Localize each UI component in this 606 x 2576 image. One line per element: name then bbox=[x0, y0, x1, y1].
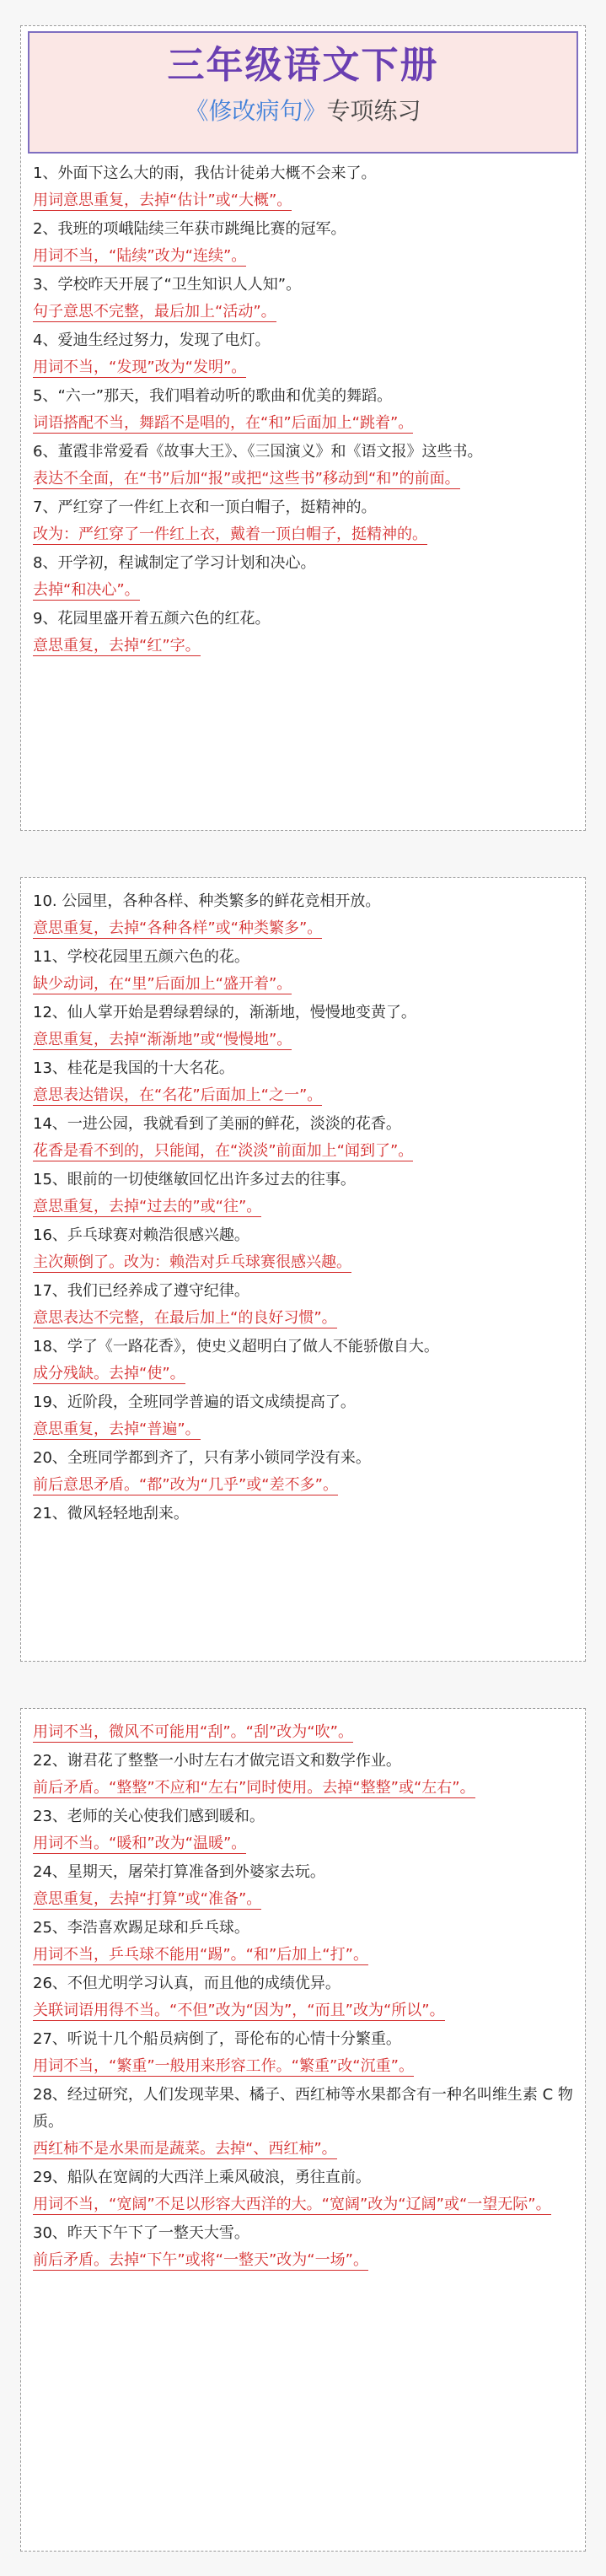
answer-text: 意思重复，去掉“打算”或“准备”。 bbox=[33, 1890, 262, 1908]
question-text: 7、严红穿了一件红上衣和一顶白帽子，挺精神的。 bbox=[33, 498, 377, 516]
question-item bbox=[33, 888, 575, 942]
question-text: 26、不但尤明学习认真，而且他的成绩优异。 bbox=[33, 1975, 341, 1992]
question-text: 13、桂花是我国的十大名花。 bbox=[33, 1059, 234, 1077]
answer-line bbox=[33, 1361, 575, 1388]
answer-text: 用词不当。“暖和”改为“温暖”。 bbox=[33, 1835, 247, 1852]
question-item bbox=[33, 494, 575, 548]
page-subtitle bbox=[29, 90, 577, 132]
answer-text: 意思表达错误，在“名花”后面加上“之一”。 bbox=[33, 1086, 323, 1104]
question-item bbox=[33, 1278, 575, 1332]
question-text: 6、董霞非常爱看《故事大王》、《三国演义》和《语文报》这些书。 bbox=[33, 443, 483, 461]
question-item bbox=[33, 1915, 575, 1969]
question-list bbox=[21, 878, 585, 1555]
question-text: 28、经过研究，人们发现苹果、橘子、西红柿等水果都含有一种名叫维生素 C 物质。 bbox=[33, 2086, 573, 2131]
answer-line bbox=[33, 1138, 575, 1165]
answer-line bbox=[33, 1719, 575, 1746]
question-item bbox=[33, 1389, 575, 1443]
question-text: 15、眼前的一切使继敏回忆出许多过去的往事。 bbox=[33, 1171, 356, 1188]
answer-line bbox=[33, 410, 575, 437]
answer-text: 用词不当，“宽阔”不足以形容大西洋的大。“宽阔”改为“辽阔”或“一望无际”。 bbox=[33, 2196, 551, 2213]
question-text: 30、昨天下午下了一整天大雪。 bbox=[33, 2224, 249, 2242]
answer-line bbox=[33, 2191, 575, 2218]
answer-line bbox=[33, 915, 575, 942]
question-text: 4、爱迪生经过努力，发现了电灯。 bbox=[33, 331, 271, 349]
answer-line bbox=[33, 1472, 575, 1499]
question-text: 8、开学初，程诚制定了学习计划和决心。 bbox=[33, 554, 316, 572]
question-item bbox=[33, 1719, 575, 1746]
answer-line bbox=[33, 633, 575, 660]
question-text: 24、星期天，屠荣打算准备到外婆家去玩。 bbox=[33, 1863, 325, 1881]
answer-text: 花香是看不到的，只能闻，在“淡淡”前面加上“闻到了”。 bbox=[33, 1142, 414, 1160]
answer-text: 用词不当，微风不可能用“刮”。“刮”改为“吹”。 bbox=[33, 1723, 353, 1741]
question-item bbox=[33, 439, 575, 493]
answer-text: 意思重复，去掉“普遍”。 bbox=[33, 1420, 201, 1438]
question-item bbox=[33, 1222, 575, 1276]
worksheet-page-1 bbox=[20, 25, 586, 831]
question-item bbox=[33, 1859, 575, 1913]
subtitle-highlight: 《修改病句》 bbox=[185, 97, 327, 125]
question-text: 23、老师的关心使我们感到暖和。 bbox=[33, 1808, 265, 1825]
answer-text: 成分残缺。去掉“使”。 bbox=[33, 1365, 185, 1382]
question-text: 29、船队在宽阔的大西洋上乘风破浪，勇往直前。 bbox=[33, 2169, 371, 2186]
answer-line bbox=[33, 1416, 575, 1443]
answer-text: 意思重复，去掉“过去的”或“往”。 bbox=[33, 1198, 262, 1215]
answer-text: 用词不当，“陆续”改为“连续”。 bbox=[33, 247, 247, 265]
question-text: 10. 公园里，各种各样、种类繁多的鲜花竞相开放。 bbox=[33, 892, 381, 910]
answer-line bbox=[33, 2136, 575, 2163]
question-text: 11、学校花园里五颜六色的花。 bbox=[33, 948, 249, 966]
answer-text: 去掉“和决心”。 bbox=[33, 581, 140, 599]
answer-text: 意思重复，去掉“渐渐地”或“慢慢地”。 bbox=[33, 1031, 292, 1048]
answer-line bbox=[33, 1886, 575, 1913]
answer-line bbox=[33, 243, 575, 270]
answer-text: 主次颠倒了。改为：赖浩对乒乓球赛很感兴趣。 bbox=[33, 1253, 351, 1271]
answer-text: 用词意思重复，去掉“估计”或“大概”。 bbox=[33, 191, 292, 209]
answer-text: 句子意思不完整，最后加上“活动”。 bbox=[33, 303, 276, 321]
question-item bbox=[33, 606, 575, 660]
subtitle-rest: 专项练习 bbox=[326, 97, 421, 125]
answer-line bbox=[33, 1830, 575, 1857]
answer-text: 用词不当，乒乓球不能用“踢”。“和”后加上“打”。 bbox=[33, 1946, 368, 1964]
answer-text: 用词不当，“发现”改为“发明”。 bbox=[33, 358, 247, 376]
answer-line bbox=[33, 354, 575, 381]
question-list bbox=[21, 157, 585, 660]
question-text: 9、花园里盛开着五颜六色的红花。 bbox=[33, 610, 271, 628]
answer-text: 前后矛盾。去掉“下午”或将“一整天”改为“一场”。 bbox=[33, 2251, 368, 2269]
question-text: 17、我们已经养成了遵守纪律。 bbox=[33, 1282, 249, 1300]
question-text: 27、听说十几个船员病倒了，哥伦布的心情十分繁重。 bbox=[33, 2030, 401, 2048]
answer-line bbox=[33, 577, 575, 604]
worksheet-page-3 bbox=[20, 1708, 586, 2552]
answer-line bbox=[33, 2247, 575, 2274]
answer-text: 用词不当，“繁重”一般用来形容工作。“繁重”改“沉重”。 bbox=[33, 2057, 414, 2075]
answer-text: 前后矛盾。“整整”不应和“左右”同时使用。去掉“整整”或“左右”。 bbox=[33, 1779, 475, 1797]
answer-text: 缺少动词，在“里”后面加上“盛开着”。 bbox=[33, 975, 292, 993]
answer-text: 前后意思矛盾。“都”改为“几乎”或“差不多”。 bbox=[33, 1476, 338, 1494]
question-text: 22、谢君花了整整一小时左右才做完语文和数学作业。 bbox=[33, 1752, 401, 1770]
question-item bbox=[33, 944, 575, 998]
answer-line bbox=[33, 1027, 575, 1054]
question-item bbox=[33, 1055, 575, 1109]
question-item bbox=[33, 383, 575, 437]
question-text: 14、一进公园，我就看到了美丽的鲜花，淡淡的花香。 bbox=[33, 1115, 401, 1133]
question-text: 5、“六一”那天，我们唱着动听的歌曲和优美的舞蹈。 bbox=[33, 387, 393, 405]
question-item bbox=[33, 327, 575, 381]
answer-line bbox=[33, 521, 575, 548]
title-banner bbox=[28, 31, 578, 154]
question-item bbox=[33, 1803, 575, 1857]
answer-line bbox=[33, 1775, 575, 1802]
page-title: 三年级语文下册 bbox=[167, 44, 439, 87]
question-item bbox=[33, 272, 575, 326]
question-item bbox=[33, 2164, 575, 2218]
answer-line bbox=[33, 971, 575, 998]
question-item bbox=[33, 1111, 575, 1165]
answer-line bbox=[33, 299, 575, 326]
answer-line bbox=[33, 1942, 575, 1969]
answer-text: 西红柿不是水果而是蔬菜。去掉“、西红柿”。 bbox=[33, 2140, 337, 2158]
question-item bbox=[33, 1501, 575, 1555]
answer-line bbox=[33, 1305, 575, 1332]
question-text: 19、近阶段，全班同学普遍的语文成绩提高了。 bbox=[33, 1393, 356, 1411]
question-text: 12、仙人掌开始是碧绿碧绿的，渐渐地，慢慢地变黄了。 bbox=[33, 1004, 416, 1021]
question-item bbox=[33, 550, 575, 604]
worksheet-page-2 bbox=[20, 877, 586, 1662]
question-item bbox=[33, 1970, 575, 2024]
answer-text: 改为：严红穿了一件红上衣，戴着一顶白帽子，挺精神的。 bbox=[33, 525, 427, 543]
answer-line bbox=[33, 1528, 575, 1555]
question-item bbox=[33, 160, 575, 214]
answer-line bbox=[33, 2053, 575, 2080]
answer-text: 词语搭配不当，舞蹈不是唱的，在“和”后面加上“跳着”。 bbox=[33, 414, 414, 432]
question-item bbox=[33, 1334, 575, 1388]
answer-text: 意思重复，去掉“红”字。 bbox=[33, 637, 201, 655]
answer-text: 意思重复，去掉“各种各样”或“种类繁多”。 bbox=[33, 919, 323, 937]
question-item bbox=[33, 1445, 575, 1499]
answer-text: 关联词语用得不当。“不但”改为“因为”，“而且”改为“所以”。 bbox=[33, 2002, 445, 2019]
question-item bbox=[33, 2220, 575, 2274]
question-item bbox=[33, 1748, 575, 1802]
question-item bbox=[33, 2026, 575, 2080]
question-text: 16、乒乓球赛对赖浩很感兴趣。 bbox=[33, 1226, 249, 1244]
question-item bbox=[33, 1000, 575, 1054]
answer-text: 表达不全面，在“书”后加“报”或把“这些书”移动到“和”的前面。 bbox=[33, 470, 460, 488]
question-text: 3、学校昨天开展了“卫生知识人人知”。 bbox=[33, 276, 302, 294]
question-item bbox=[33, 1167, 575, 1221]
answer-line bbox=[33, 1082, 575, 1109]
question-text: 21、微风轻轻地刮来。 bbox=[33, 1505, 189, 1522]
answer-text: 意思表达不完整，在最后加上“的良好习惯”。 bbox=[33, 1309, 337, 1327]
answer-line bbox=[33, 187, 575, 214]
question-text: 25、李浩喜欢踢足球和乒乓球。 bbox=[33, 1919, 249, 1937]
answer-line bbox=[33, 466, 575, 493]
answer-line bbox=[33, 1249, 575, 1276]
answer-line bbox=[33, 1194, 575, 1221]
question-text: 1、外面下这么大的雨，我估计徒弟大概不会来了。 bbox=[33, 164, 377, 182]
answer-line bbox=[33, 1997, 575, 2024]
question-text: 18、学了《一路花香》，使史义超明白了做人不能骄傲自大。 bbox=[33, 1338, 439, 1355]
question-item bbox=[33, 2082, 575, 2163]
question-list bbox=[21, 1709, 585, 2274]
question-item bbox=[33, 216, 575, 270]
question-text: 2、我班的项峨陆续三年获市跳绳比赛的冠军。 bbox=[33, 220, 346, 238]
question-text: 20、全班同学都到齐了，只有茅小锁同学没有来。 bbox=[33, 1449, 371, 1467]
